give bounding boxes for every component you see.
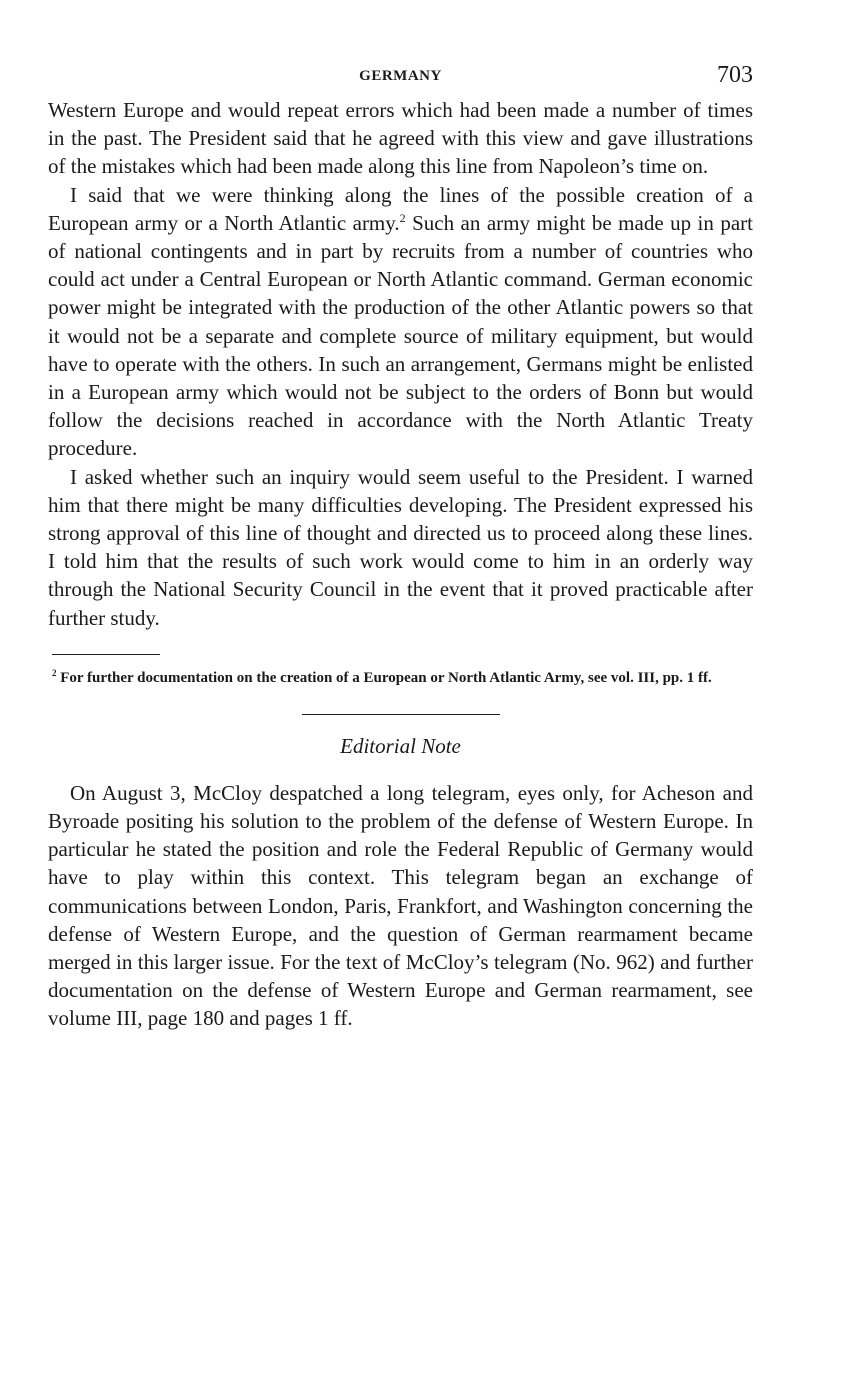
paragraph-2-text-start: I said that we were thinking along the lines of the possible creation of a European army or a North Atlantic army. — [48, 182, 753, 235]
document-page — [48, 62, 753, 1033]
paragraph-2 — [48, 181, 753, 463]
page-number: 703 — [717, 62, 753, 88]
paragraph-1: Western Europe and would repeat errors which had been made a number of times in the past. The President said that he agreed with this view and gave illustrations of the mistakes which had been made along this line from Napoleon’s time on. — [48, 98, 753, 179]
editorial-note-heading: Editorial Note — [340, 733, 461, 758]
footnote-reference: 2 — [399, 210, 406, 225]
paragraph-3: I asked whether such an inquiry would seem useful to the President. I warned him that there might be many difficulties developing. The President expressed his strong approval of this line of thought and directed us to proceed along these lines. I told him that the results of such work would come to him in an orderly way through the National Security Council in the event that it proved practicable after further study. — [48, 464, 753, 630]
footnote — [48, 669, 753, 688]
paragraph-2-text-end: Such an army might be made up in part of national contingents and in part by recruits from a number of countries who could act under a Central European or North Atlantic command. German economic power might be integrated with the production of the other Atlantic powers so that it would not be a separate and complete source of military equipment, but would have to operate with the others. In such an arrangement, Germans might be enlisted in a European army which would not be subject to the orders of Bonn but would follow the decisions reached in accordance with the North Atlantic Treaty procedure. — [48, 210, 753, 461]
footnote-marker: 2 — [52, 667, 57, 678]
footnote-divider — [52, 654, 160, 655]
running-head — [48, 62, 753, 96]
editorial-note-paragraph: On August 3, McCloy despatched a long telegram, eyes only, for Acheson and Byroade positing his solution to the problem of the defense of Western Europe. In particular he stated the position and role the Federal Republic of Germany would have to play within this context. This telegram began an exchange of communications between London, Paris, Frankfort, and Washington concerning the defense of Western Europe, and the question of German rearmament became merged in this larger issue. For the text of McCloy’s telegram (No. 962) and further documentation on the defense of Western Europe and German rearmament, see volume III, page 180 and pages 1 ff. — [48, 780, 753, 1031]
section-divider — [302, 714, 500, 715]
footnote-text: For further documentation on the creation of a European or North Atlantic Army, see vol. III, pp. 1 ff. — [60, 669, 712, 686]
running-title: GERMANY — [359, 68, 442, 84]
